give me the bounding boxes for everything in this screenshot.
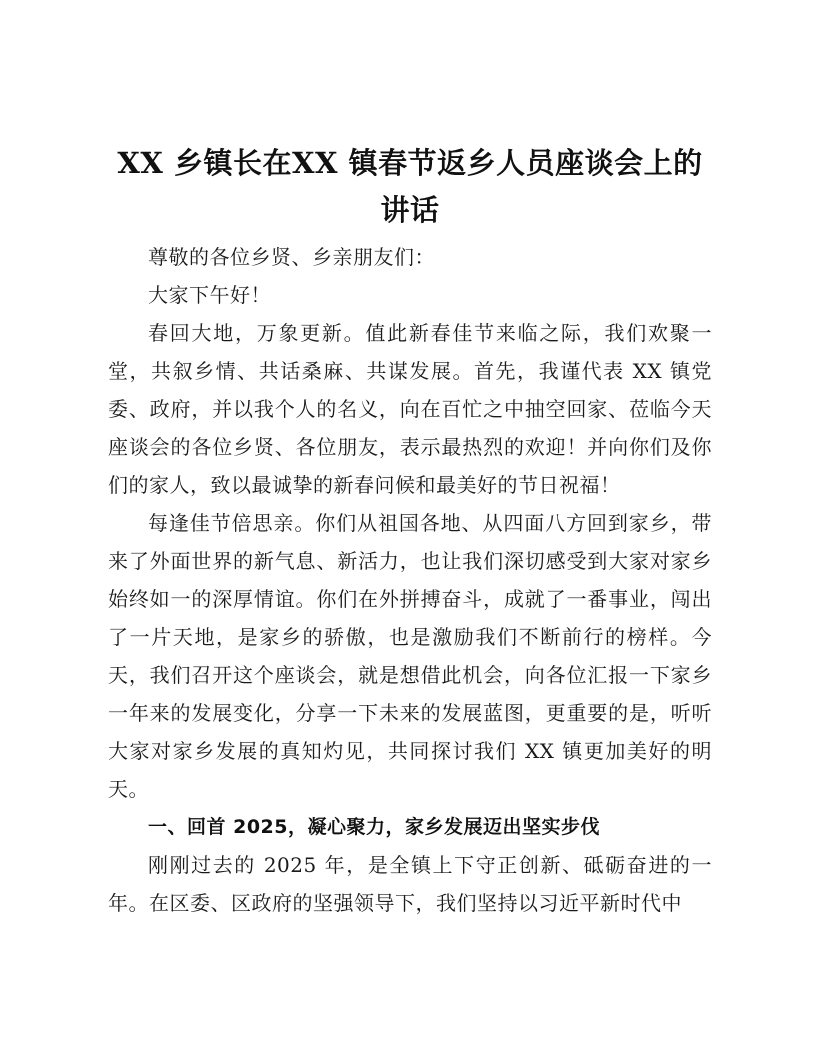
document-body (108, 238, 712, 922)
section-paragraph: 刚刚过去的 2025 年，是全镇上下守正创新、砥砺奋进的一年。在区委、区政府的坚强领导下，我们坚持以习近平新时代中 (108, 853, 712, 915)
document-page (108, 140, 712, 922)
section-heading: 一、回首 2025，凝心聚力，家乡发展迈出坚实步伐 (148, 816, 600, 838)
greeting: 大家下午好！ (148, 283, 271, 307)
salutation: 尊敬的各位乡贤、乡亲朋友们： (148, 245, 435, 269)
paragraph-homecoming: 每逢佳节倍思亲。你们从祖国各地、从四面八方回到家乡，带来了外面世界的新气息、新活力，也让我们深切感受到大家对家乡始终如一的深厚情谊。你们在外拼搏奋斗，成就了一番事业，闯出了一片天地，是家乡的骄傲，也是激励我们不断前行的榜样。今天，我们召开这个座谈会，就是想借此机会，向各位汇报一下家乡一年来的发展变化，分享一下未来的发展蓝图，更重要的是，听听大家对家乡发展的真知灼见，共同探讨我们 XX 镇更加美好的明天。 (108, 511, 712, 801)
document-title: XX 乡镇长在XX 镇春节返乡人员座谈会上的讲话 (117, 146, 703, 227)
paragraph-welcome: 春回大地，万象更新。值此新春佳节来临之际，我们欢聚一堂，共叙乡情、共话桑麻、共谋发展。首先，我谨代表 XX 镇党委、政府，并以我个人的名义，向在百忙之中抽空回家、莅临今天座谈会的各位乡贤、各位朋友，表示最热烈的欢迎！并向你们及你们的家人，致以最诚挚的新春问候和最美好的节日祝福！ (108, 321, 712, 497)
